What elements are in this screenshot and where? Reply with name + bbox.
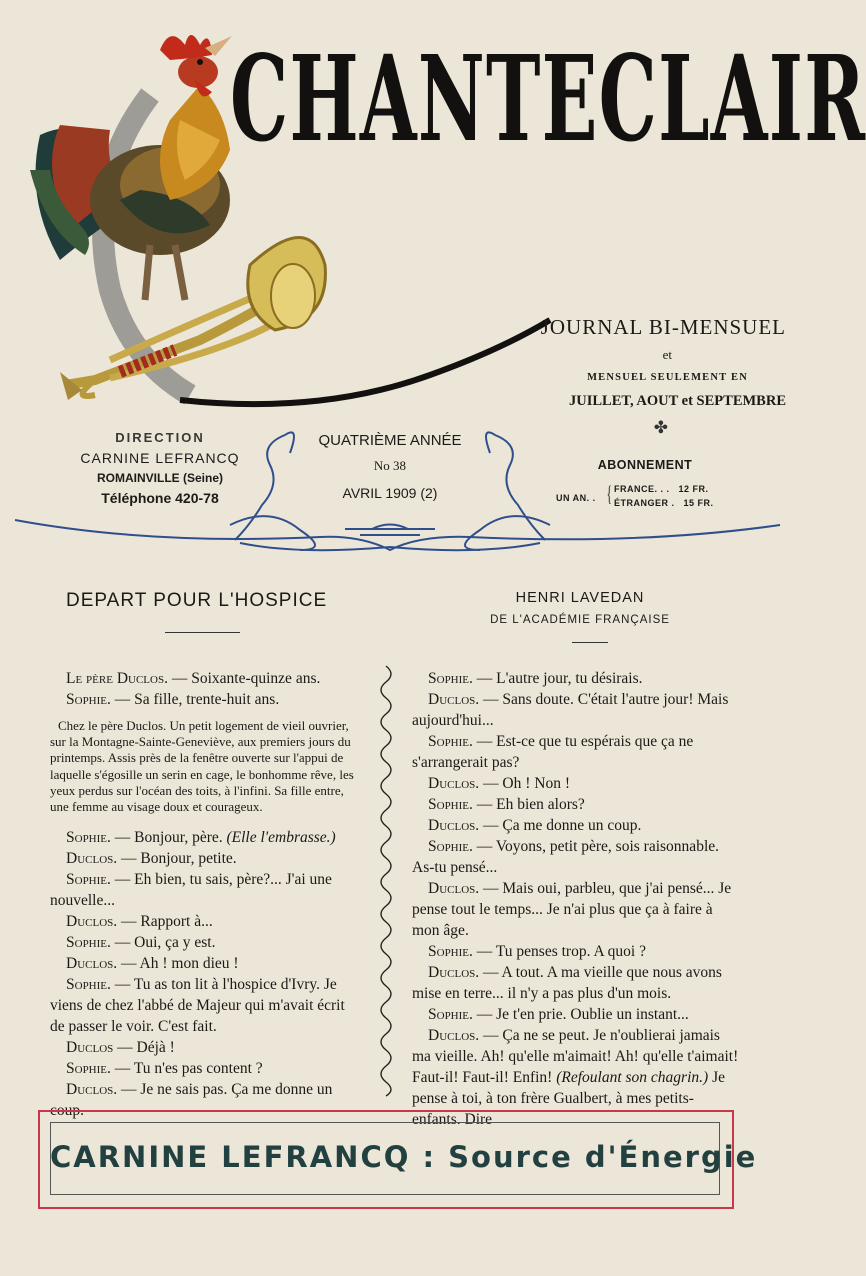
dialogue-line: — Déjà ! [113,1039,175,1057]
subscription-heading: ABONNEMENT [597,458,693,472]
speaker-name: Sophie. [66,976,111,994]
masthead-months: JUILLET, AOUT et SEPTEMBRE [568,393,786,409]
dialogue-line: — Eh bien, tu sais, père?... J'ai une nouvelle... [50,871,332,910]
speaker-name: Duclos. [428,691,480,708]
article-author: HENRI LAVEDAN [515,590,645,606]
dialogue-line: — A tout. A ma vieille que nous avons mise en terre... il n'y a pas plus d'un mois. [412,964,722,1002]
article-title: DEPART POUR L'HOSPICE [66,590,328,611]
masthead [0,0,866,560]
dialogue-line: — Je t'en prie. Oublie un instant... [472,1006,689,1023]
brace-icon: { [606,481,612,506]
advertisement-text: CARNINE LEFRANCQ : Source d'Énergie [50,1140,758,1174]
speaker-name: Duclos. [428,775,480,792]
speaker-name: Sophie. [66,1060,111,1078]
speaker-name: Duclos. [428,1027,480,1044]
subscription-abroad: ÉTRANGER . 15 FR. [614,498,714,508]
stage-note: (Refoulant son chagrin.) [556,1069,709,1086]
dialogue-line: — Rapport à... [117,913,213,931]
direction-name: CARNINE LEFRANCQ [80,450,240,466]
direction-phone: Téléphone 420-78 [101,490,219,506]
speaker-name: Sophie. [428,1006,473,1023]
subscription-period: UN AN. . [556,493,596,503]
speaker-name: Sophie. [66,829,111,847]
direction-city: ROMAINVILLE (Seine) [96,471,223,485]
dialogue-line: — Ça ne se peut. Je n'oublierai jamais ma vieille. Ah! qu'elle m'aimait! Ah! qu'elle t'aimait! Faut-il! Faut-il! Enfin! [412,1027,739,1086]
dialogue-line: — Eh bien alors? [472,796,585,813]
speaker-name: Sophie. [428,796,473,813]
speaker-name: Sophie. [66,691,111,708]
dialogue-line: — Est-ce que tu espérais que ça ne s'arrangerait pas? [412,733,694,771]
dialogue-line: — Ah ! mon dieu ! [117,955,239,973]
author-rule [572,642,608,643]
right-column [412,668,742,1130]
fleuron-icon: ✤ [653,418,668,437]
masthead-et: et [662,347,672,362]
speaker-name: Duclos. [66,955,118,973]
dialogue-line: — Ça me donne un coup. [479,817,642,834]
dialogue-line: — Sa fille, trente-huit ans. [110,691,280,708]
speaker-name: Sophie. [428,733,473,750]
speaker-name: Duclos. [66,1081,118,1099]
speaker-name: Duclos. [428,817,480,834]
dialogue-line: — L'autre jour, tu désirais. [472,670,643,687]
article-author-title: DE L'ACADÉMIE FRANÇAISE [490,614,670,626]
subscription-france: FRANCE. . . 12 FR. [614,484,709,494]
dialogue-line: — Voyons, petit père, sois raisonnable. As-tu pensé... [412,838,719,876]
dialogue-line: — Oui, ça y est. [110,934,216,952]
ornamental-divider [0,425,800,565]
speaker-name: Sophie. [66,934,111,952]
speaker-name: Sophie. [428,838,473,855]
dialogue-line: — Bonjour, petite. [117,850,237,868]
dialogue-line: — Tu n'es pas content ? [110,1060,263,1078]
dialogue-line: — Oh ! Non ! [479,775,570,792]
stage-direction: Chez le père Duclos. Un petit logement de vieil ouvrier, sur la Montagne-Sainte-Geneviève, aux premiers jours du printemps. Assis près de la fenêtre ouverte sur l'appui de laquelle s'égosille un serin en cage, le bonhomme rêve, les yeux perdus sur l'océan des toits, à l'infini. Sa fille entre, une femme au visage doux et courageux. [50,718,354,815]
title-flourish [170,300,570,420]
direction-heading: DIRECTION [115,430,205,445]
speaker-name: Le père Duclos. [66,670,168,687]
dialogue-line: — Soixante-quinze ans. [167,670,321,687]
speaker-name: Duclos. [66,850,118,868]
speaker-name: Sophie. [428,670,473,687]
masthead-monthly-note: MENSUEL SEULEMENT EN [587,372,748,383]
speaker-name: Sophie. [66,871,111,889]
speaker-name: Duclos [66,1039,114,1057]
speaker-name: Duclos. [66,913,118,931]
column-divider-ornament [374,666,398,1096]
dialogue-line: Je pense à toi, à ton frère Gualbert, à mes petits-enfants. Dire [412,1069,725,1128]
title-rule [165,632,240,633]
dialogue-line: — Bonjour, père. [110,829,227,847]
dialogue-line: — Je ne sais pas. Ça me donne un coup. [50,1081,333,1120]
issue-year: QUATRIÈME ANNÉE [318,432,462,449]
dialogue-line: — Tu as ton lit à l'hospice d'Ivry. Je viens de chez l'abbé de Majeur qui m'avait écrit de passer le voir. C'est fait. [50,976,345,1036]
dialogue-line: — Tu penses trop. A quoi ? [472,943,646,960]
dialogue-line: — Sans doute. C'était l'autre jour! Mais aujourd'hui... [412,691,729,729]
stage-note: (Elle l'embrasse.) [226,829,336,847]
dialogue-line: — Mais oui, parbleu, que j'ai pensé... Je pense tout le temps... Je n'ai plus que ça à faire à mon âge. [412,880,732,939]
left-column [50,668,362,1121]
speaker-name: Sophie. [428,943,473,960]
speaker-name: Duclos. [428,880,480,897]
masthead-subtitle: JOURNAL BI-MENSUEL [540,315,786,339]
issue-number: No 38 [373,458,407,473]
issue-date: AVRIL 1909 (2) [342,485,438,501]
speaker-name: Duclos. [428,964,480,981]
masthead-title: CHANTECLAIR [230,29,866,168]
